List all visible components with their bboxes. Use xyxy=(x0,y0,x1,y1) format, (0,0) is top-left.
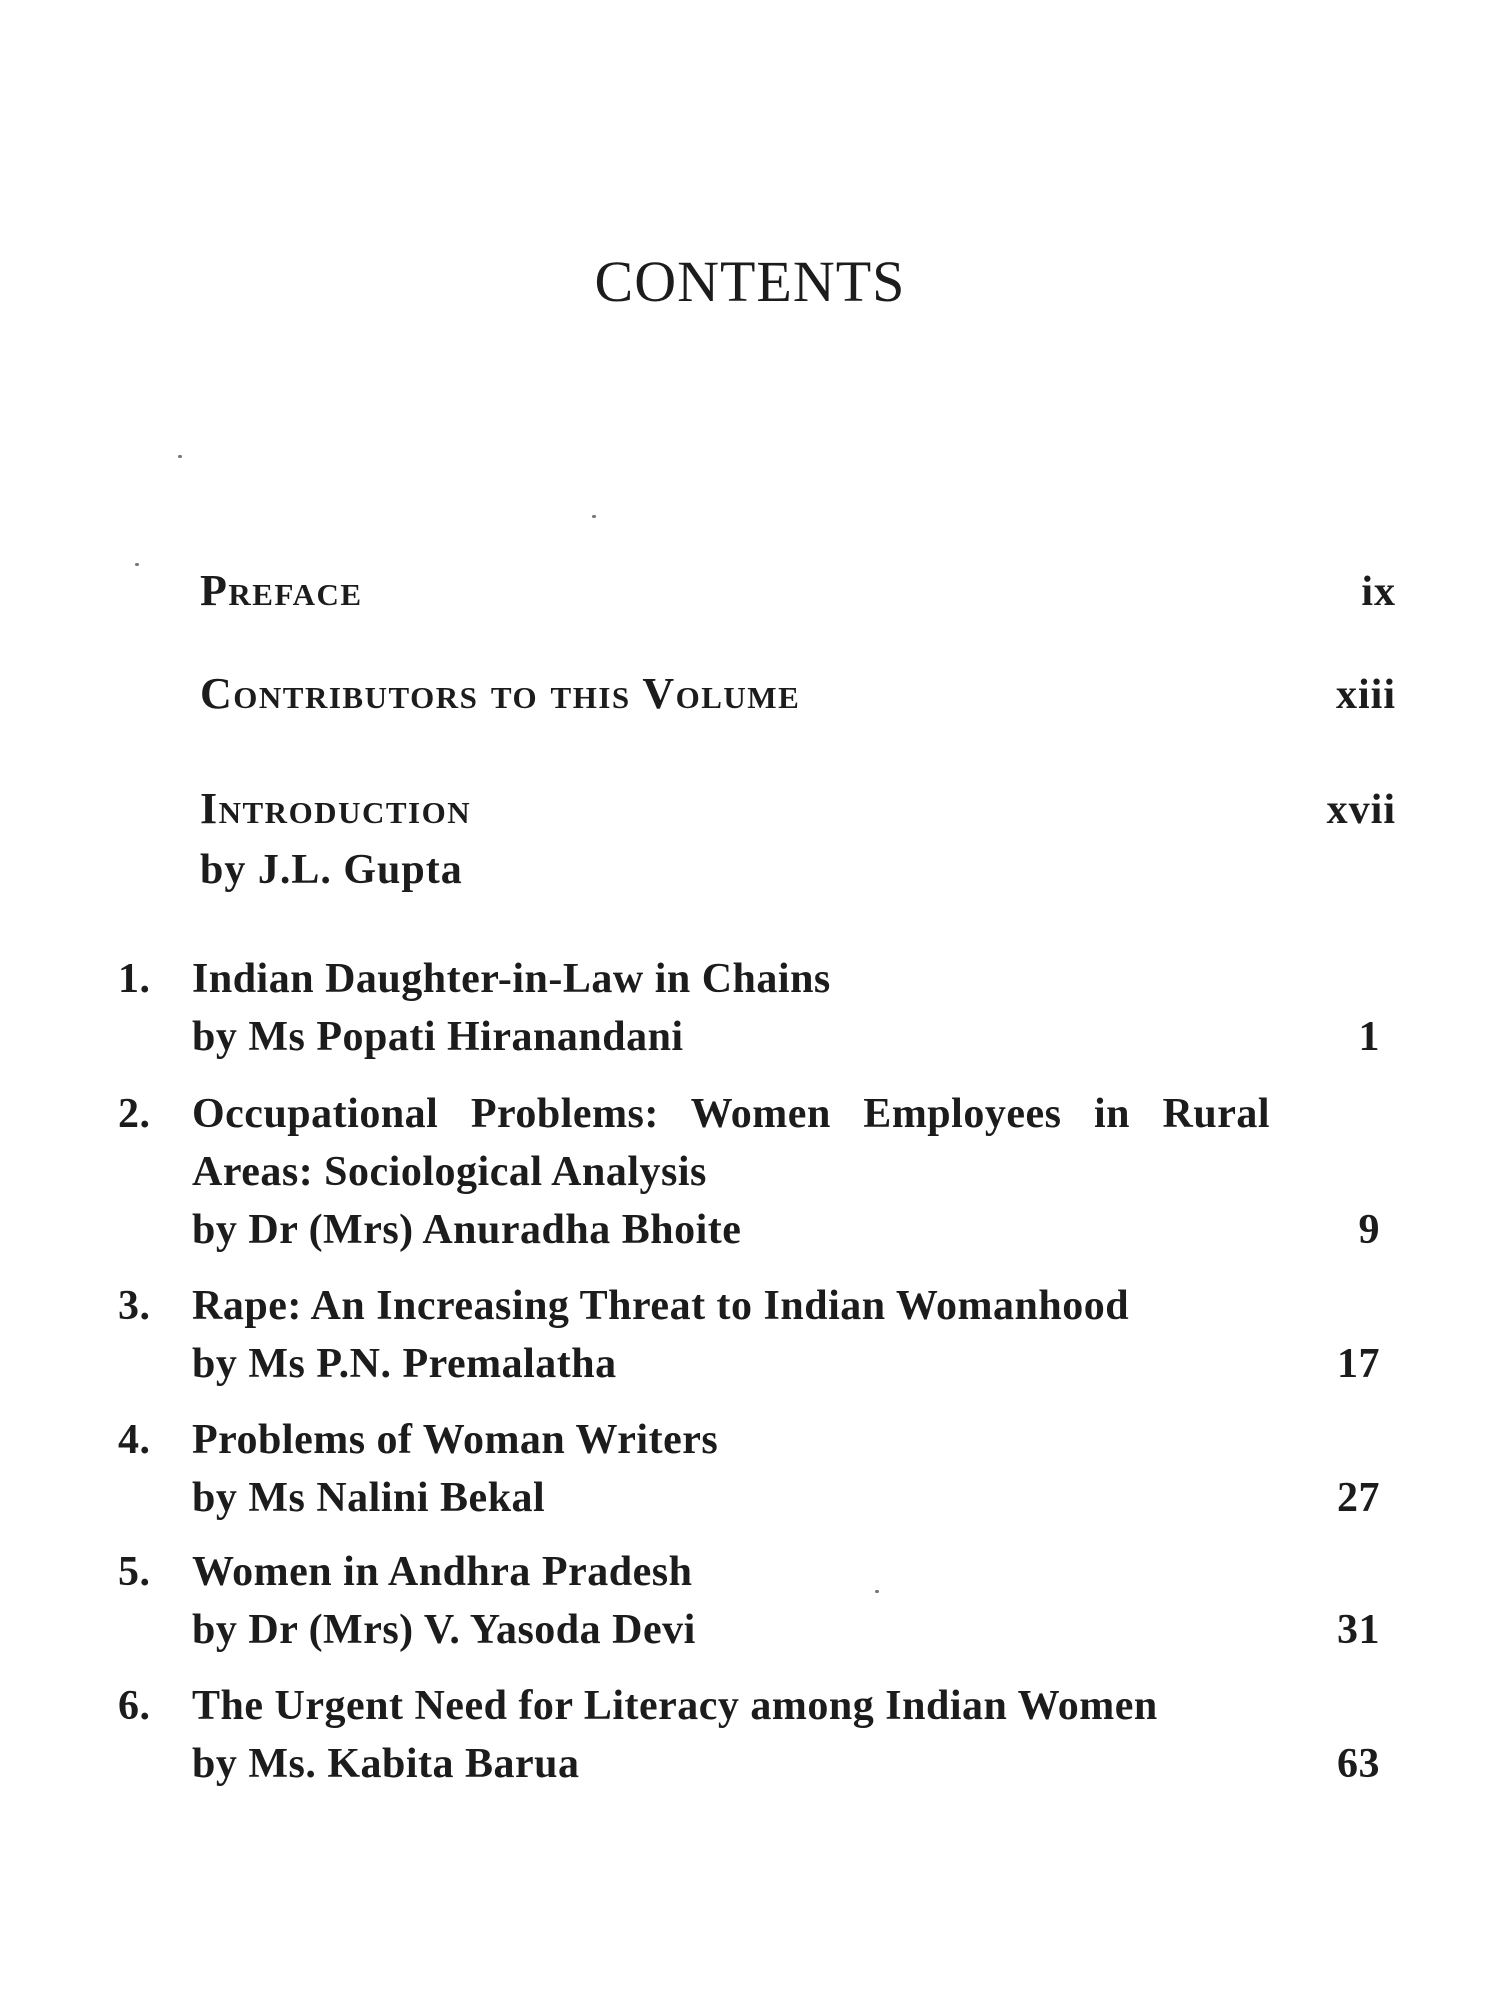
toc-entry-chapter-3 xyxy=(118,1277,1380,1393)
chapter-byline: by Ms P.N. Premalatha xyxy=(192,1341,617,1387)
chapter-title: Occupational Problems: Women Employees in Rural Areas: Sociological Analysis xyxy=(192,1091,1270,1195)
scan-speck xyxy=(875,1590,879,1593)
entry-page: xiii xyxy=(1335,672,1396,718)
chapter-number: 6. xyxy=(118,1683,151,1729)
entry-title: Contributors to this Volume xyxy=(200,669,801,718)
entry-title: Preface xyxy=(200,566,363,615)
chapter-byline: by Ms Nalini Bekal xyxy=(192,1475,546,1521)
chapter-title: Women in Andhra Pradesh xyxy=(192,1549,693,1595)
toc-entry-chapter-6 xyxy=(118,1677,1380,1793)
chapter-page: 31 xyxy=(1337,1607,1380,1653)
chapter-number: 1. xyxy=(118,956,151,1002)
chapter-title: Indian Daughter-in-Law in Chains xyxy=(192,956,831,1002)
toc-entry-chapter-2 xyxy=(118,1085,1380,1259)
chapter-byline: by Ms. Kabita Barua xyxy=(192,1741,580,1787)
chapter-title: Problems of Woman Writers xyxy=(192,1417,719,1463)
entry-title: Introduction xyxy=(200,784,472,833)
page-title: CONTENTS xyxy=(594,249,906,314)
chapter-number: 5. xyxy=(118,1549,151,1595)
chapter-number: 4. xyxy=(118,1417,151,1463)
chapter-title: Rape: An Increasing Threat to Indian Womanhood xyxy=(192,1283,1130,1329)
chapter-number: 2. xyxy=(118,1091,151,1137)
scan-speck xyxy=(135,563,139,566)
entry-page: ix xyxy=(1361,569,1396,615)
chapter-byline: by Ms Popati Hiranandani xyxy=(192,1014,684,1060)
chapter-page: 27 xyxy=(1337,1475,1380,1521)
chapter-page: 9 xyxy=(1358,1207,1380,1253)
toc-entry-chapter-5 xyxy=(118,1543,1380,1659)
chapter-number: 3. xyxy=(118,1283,151,1329)
toc-entry-contributors xyxy=(200,668,1396,719)
chapter-byline: by Dr (Mrs) Anuradha Bhoite xyxy=(192,1207,742,1253)
toc-entry-introduction xyxy=(200,783,1396,894)
chapter-page: 63 xyxy=(1337,1741,1380,1787)
toc-entry-chapter-4 xyxy=(118,1411,1380,1527)
toc-entry-preface xyxy=(200,565,1396,616)
chapter-page: 1 xyxy=(1358,1014,1380,1060)
chapter-title: The Urgent Need for Literacy among Indian Women xyxy=(192,1683,1158,1729)
chapter-byline: by Dr (Mrs) V. Yasoda Devi xyxy=(192,1607,696,1653)
entry-page: xvii xyxy=(1326,787,1396,833)
chapter-page: 17 xyxy=(1337,1341,1380,1387)
toc-entry-chapter-1 xyxy=(118,950,1380,1066)
scan-speck xyxy=(178,455,182,458)
entry-byline: by J.L. Gupta xyxy=(200,847,463,893)
scan-speck xyxy=(592,515,596,518)
